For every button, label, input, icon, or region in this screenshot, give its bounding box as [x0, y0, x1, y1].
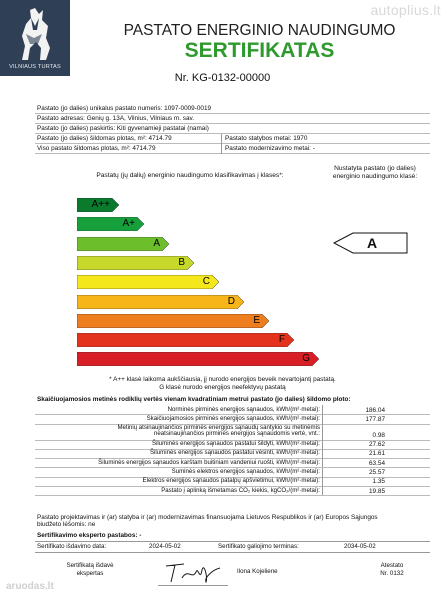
energy-class-bar	[77, 314, 269, 328]
indicator-label: Metinių atsinaujinančios pirminės energijos sąnaudų santykio su metinėmis neatsinaujinančios pirminės energijos sąnaudomis vertė, vnt.:	[117, 423, 320, 438]
energy-class-bar	[77, 295, 244, 309]
actual-class-title: Nustatyta pastato (jo dalies) energinio naudingumo klasė:	[332, 165, 418, 180]
certificate-number: Nr. KG-0132-00000	[174, 72, 271, 84]
indicator-value: 25.57	[369, 469, 385, 476]
indicators-heading: Skaičiuojamosios metinės rodiklių vertės vienam kvadratiniam metrui pastato (jo dalies) šildomo ploto:	[37, 396, 351, 403]
divider	[221, 134, 222, 154]
divider	[35, 552, 430, 553]
watermark-bottom: aruodas.lt	[6, 581, 54, 592]
indicator-label: Skaičiuojamosios pirminės energijos sąnaudos, kWh/(m²·metai):	[146, 414, 320, 422]
signature-line	[158, 585, 228, 586]
energy-class-label: A+	[122, 218, 135, 230]
indicator-value: 186.04	[365, 406, 385, 414]
class-note	[40, 376, 405, 391]
indicator-label: Šiluminės energijos sąnaudos karštam buitiniam vandeniui ruošti, kWh/(m²·metai):	[98, 458, 320, 466]
expert-name: Ilona Kojeliene	[237, 568, 278, 575]
attestation-label: Atestato	[380, 562, 404, 569]
indicator-label: Šiluminės energijos sąnaudos pastatui vėsinti, kWh/(m²·metai):	[149, 449, 320, 457]
energy-class-bar	[77, 333, 294, 347]
energy-class-bar	[77, 217, 144, 231]
info-row	[35, 104, 430, 114]
unique-number: Pastato (jo dalies) unikalus pastato numeris: 1097-0009-0019	[37, 105, 212, 112]
classification-title: Pastatų (jų dalių) energinio naudingumo klasifikavimas į klases*:	[96, 172, 284, 179]
note-line-2: G klasė nurodo energijos neefektyvų pastatą	[159, 383, 286, 391]
energy-class-label: G	[302, 353, 310, 365]
energy-class-label: F	[278, 334, 285, 346]
energy-class-label: B	[178, 256, 185, 268]
title-line-1: PASTATO ENERGINIO NAUDINGUMO	[123, 22, 396, 39]
indicator-row	[35, 486, 430, 496]
energy-class-bar	[77, 198, 119, 212]
indicator-value: 0.98	[372, 431, 385, 439]
column-divider	[322, 449, 323, 458]
column-divider	[322, 424, 323, 440]
column-divider	[322, 477, 323, 486]
info-row	[35, 124, 430, 134]
indicator-value: 19.85	[369, 487, 385, 495]
issuer-line-1: Sertifikatą išdavė	[66, 562, 114, 569]
column-divider	[322, 458, 323, 467]
info-row	[35, 134, 430, 144]
note-line-1: * A++ klasė laikoma aukščiausia, jį nurodo energijos beveik nevartojantį pastatą.	[109, 376, 336, 383]
divider	[35, 541, 430, 542]
info-row	[35, 144, 430, 154]
info-row	[35, 114, 430, 124]
total-heated-area: Viso pastato šildomas plotas, m²: 4714.79	[37, 145, 156, 152]
indicator-value: 63.54	[369, 459, 385, 467]
energy-class-label: E	[253, 314, 260, 326]
energy-class-bar	[77, 352, 319, 366]
purpose: Pastato (jo dalies) paskirtis: Kiti gyvenamieji pastatai (namai)	[37, 125, 209, 132]
indicator-label: Šiluminės energijos sąnaudos pastatui šildyti, kWh/(m²·metai):	[152, 440, 320, 448]
indicator-label: Elektros energijos sąnaudos patalpų apšvietimui, kWh/(m²·metai):	[142, 477, 320, 485]
build-year: Pastato statybos metai: 1970	[225, 135, 308, 142]
energy-class-bar	[77, 256, 194, 270]
modernization-year: Pastato modernizavimo metai: -	[225, 145, 315, 152]
issuer-line-2: ekspertas	[76, 569, 104, 577]
attestation-number: Nr. 0132	[380, 569, 404, 577]
energy-class-bar	[77, 275, 219, 289]
column-divider	[322, 414, 323, 423]
indicator-value: 177.87	[365, 415, 385, 423]
energy-class-label: C	[202, 276, 210, 288]
indicator-label: Pastato į aplinką išmetamas CO₂ kiekis, kgCO₂/(m²·metai):	[161, 486, 320, 494]
energy-class-label: A	[153, 237, 160, 249]
indicator-value: 21.61	[369, 450, 385, 458]
energy-class-label: D	[227, 295, 235, 307]
building-info-table	[35, 104, 430, 160]
indicator-value: 27.62	[369, 441, 385, 449]
indicator-row	[35, 424, 430, 441]
indicator-label: Norminės pirminės energijos sąnaudos, kWh/(m²·metai):	[167, 405, 320, 413]
actual-class-label: A	[366, 235, 378, 251]
valid-until-label: Sertifikato galiojimo terminas:	[218, 543, 299, 550]
energy-class-label: A++	[91, 199, 110, 210]
heated-area: Pastato (jo dalies) šildomas plotas, m²: 4714.79	[37, 135, 172, 142]
address: Pastato adresas: Genių g. 13A, Vilnius, Vilniaus m. sav.	[37, 115, 195, 122]
watermark-top: autoplius.lt	[370, 2, 441, 18]
title-line-2: SERTIFIKATAS	[184, 39, 335, 62]
org-logo	[0, 0, 70, 76]
attestation	[362, 562, 422, 578]
expert-remarks: Sertifikavimo eksperto pastabos: -	[37, 532, 142, 539]
energy-class-bar	[77, 237, 169, 251]
column-divider	[322, 440, 323, 449]
funding-statement: Pastato projektavimas ir (ar) statyba ir (ar) modernizavimas finansuojama Lietuvos Respublikos ir (ar) Europos Sąjungos biudžeto lėšomis: ne	[37, 514, 378, 529]
wolf-icon	[8, 4, 62, 64]
valid-until-date: 2034-05-02	[344, 543, 376, 550]
org-name: VILNIAUS TURTAS	[9, 64, 61, 70]
indicator-label: Suminės elektros energijos sąnaudos, kWh/(m²·metai):	[171, 468, 320, 475]
signature	[162, 558, 224, 586]
column-divider	[322, 405, 323, 414]
column-divider	[322, 468, 323, 477]
column-divider	[322, 486, 323, 495]
issue-date: 2024-05-02	[149, 543, 181, 550]
issuer-label	[35, 562, 145, 578]
indicator-value: 1.35	[372, 478, 385, 486]
issue-date-label: Sertifikato išdavimo data:	[37, 543, 107, 550]
